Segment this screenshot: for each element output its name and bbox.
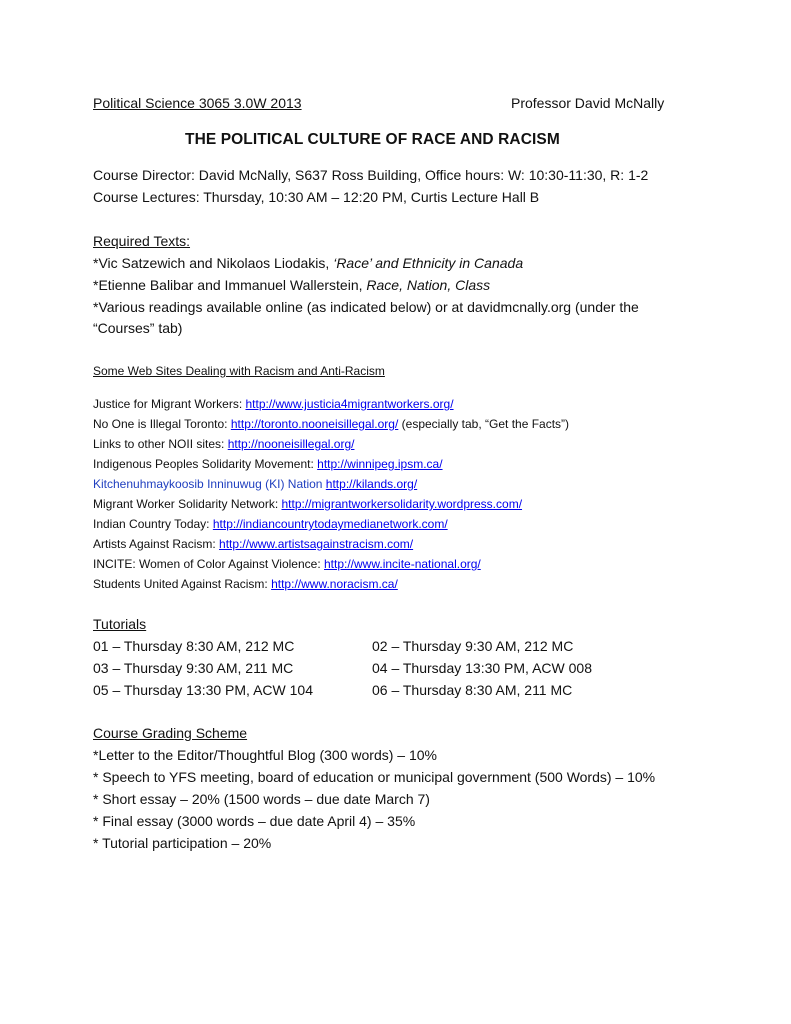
website-row bbox=[93, 477, 417, 491]
website-link[interactable]: http://nooneisillegal.org/ bbox=[227, 437, 355, 451]
grading-item: * Tutorial participation – 20% bbox=[93, 835, 272, 851]
website-label: Links to other NOII sites: bbox=[93, 437, 228, 451]
page-title: THE POLITICAL CULTURE OF RACE AND RACISM bbox=[185, 131, 560, 148]
website-label: INCITE: Women of Color Against Violence: bbox=[93, 557, 324, 571]
website-row bbox=[93, 457, 443, 471]
website-link[interactable]: http://www.justicia4migrantworkers.org/ bbox=[245, 397, 454, 411]
websites-heading: Some Web Sites Dealing with Racism and Anti-Racism bbox=[93, 364, 385, 378]
required-text-1-author: *Vic Satzewich and Nikolaos Liodakis, bbox=[93, 255, 334, 271]
website-row bbox=[93, 417, 569, 431]
required-text-2 bbox=[93, 277, 490, 293]
website-row bbox=[93, 557, 481, 571]
website-label: Kitchenuhmaykoosib Inninuwug (KI) Nation bbox=[93, 477, 326, 491]
website-label: Indian Country Today: bbox=[93, 517, 213, 531]
website-link[interactable]: http://indiancountrytodaymedianetwork.com/ bbox=[212, 517, 448, 531]
required-text-2-author: *Etienne Balibar and Immanuel Wallerstein, bbox=[93, 277, 367, 293]
website-label: No One is Illegal Toronto: bbox=[93, 417, 231, 431]
course-director: Course Director: David McNally, S637 Ross Building, Office hours: W: 10:30-11:30, R: 1-2 bbox=[93, 167, 649, 183]
tutorial-slot: 04 – Thursday 13:30 PM, ACW 008 bbox=[372, 660, 592, 676]
required-text-1-title: ‘Race’ and Ethnicity in Canada bbox=[333, 255, 524, 271]
tutorial-slot: 06 – Thursday 8:30 AM, 211 MC bbox=[372, 682, 573, 698]
website-row bbox=[93, 517, 448, 531]
website-label: Students United Against Racism: bbox=[93, 577, 272, 591]
website-label: Migrant Worker Solidarity Network: bbox=[93, 497, 282, 511]
website-link[interactable]: http://winnipeg.ipsm.ca/ bbox=[317, 457, 443, 471]
website-link[interactable]: http://www.noracism.ca/ bbox=[271, 577, 398, 591]
online-readings-line-1: *Various readings available online (as indicated below) or at davidmcnally.org (under the bbox=[93, 299, 639, 315]
website-row bbox=[93, 537, 413, 551]
website-row bbox=[93, 577, 398, 591]
website-label: Indigenous Peoples Solidarity Movement: bbox=[93, 457, 318, 471]
website-link[interactable]: http://www.artistsagainstracism.com/ bbox=[219, 537, 414, 551]
course-lectures: Course Lectures: Thursday, 10:30 AM – 12:20 PM, Curtis Lecture Hall B bbox=[93, 189, 540, 205]
website-link[interactable]: http://migrantworkersolidarity.wordpress.com/ bbox=[281, 497, 523, 511]
website-suffix: (especially tab, “Get the Facts”) bbox=[398, 417, 570, 431]
professor-name: Professor David McNally bbox=[511, 95, 665, 111]
grading-item: * Short essay – 20% (1500 words – due date March 7) bbox=[93, 791, 430, 807]
tutorial-slot: 03 – Thursday 9:30 AM, 211 MC bbox=[93, 660, 294, 676]
required-texts-heading: Required Texts: bbox=[93, 233, 191, 249]
tutorial-slot: 02 – Thursday 9:30 AM, 212 MC bbox=[372, 638, 574, 654]
website-link[interactable]: http://toronto.nooneisillegal.org/ bbox=[230, 417, 399, 431]
website-row bbox=[93, 437, 354, 451]
required-text-1 bbox=[93, 255, 523, 271]
required-text-2-title: Race, Nation, Class bbox=[366, 277, 491, 293]
tutorial-slot: 01 – Thursday 8:30 AM, 212 MC bbox=[93, 638, 295, 654]
website-row bbox=[93, 497, 522, 511]
website-row bbox=[93, 397, 454, 411]
grading-item: * Final essay (3000 words – due date April 4) – 35% bbox=[93, 813, 416, 829]
online-readings-line-2: “Courses” tab) bbox=[93, 320, 183, 336]
website-link[interactable]: http://kilands.org/ bbox=[325, 477, 418, 491]
tutorial-slot: 05 – Thursday 13:30 PM, ACW 104 bbox=[93, 682, 313, 698]
grading-heading: Course Grading Scheme bbox=[93, 725, 248, 741]
website-label: Justice for Migrant Workers: bbox=[93, 397, 246, 411]
grading-item: *Letter to the Editor/Thoughtful Blog (300 words) – 10% bbox=[93, 747, 437, 763]
course-code: Political Science 3065 3.0W 2013 bbox=[93, 95, 302, 111]
grading-item: * Speech to YFS meeting, board of education or municipal government (500 Words) – 10% bbox=[93, 769, 656, 785]
tutorials-heading: Tutorials bbox=[93, 616, 147, 632]
website-link[interactable]: http://www.incite-national.org/ bbox=[324, 557, 481, 571]
website-label: Artists Against Racism: bbox=[93, 537, 220, 551]
